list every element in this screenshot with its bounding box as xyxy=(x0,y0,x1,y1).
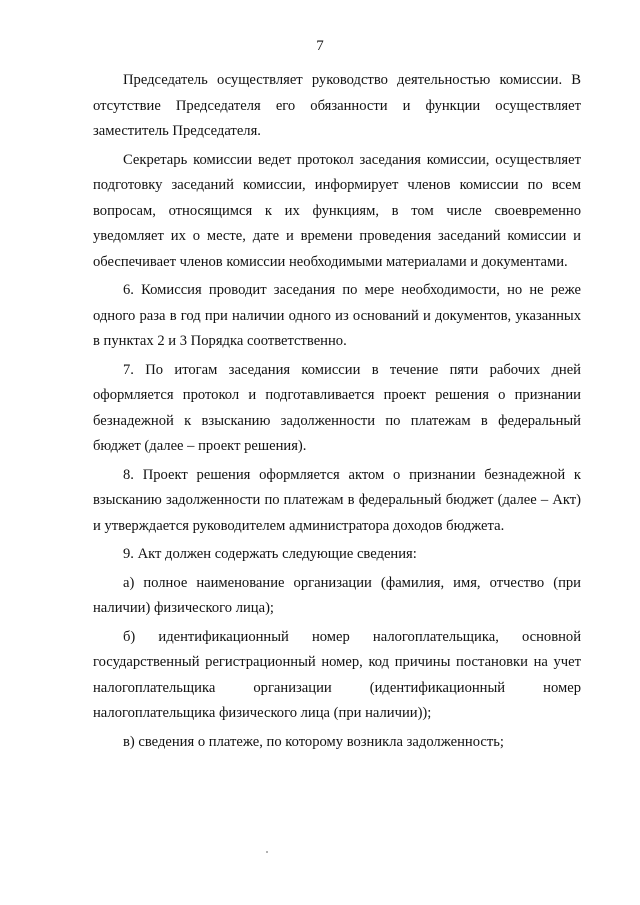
paragraph-secretary: Секретарь комиссии ведет протокол заседания комиссии, осуществляет подготовку заседаний комиссии, информирует членов комиссии по всем вопросам, относящимся к их функциям, в том числе своевременно уведомляет их о месте, дате и времени проведения заседаний комиссии и обеспечивает членов комиссии необходимыми материалами и документами. xyxy=(93,151,581,270)
paragraph-item-6: 6. Комиссия проводит заседания по мере необходимости, но не реже одного раза в год при наличии одного из оснований и документов, указанных в пунктах 2 и 3 Порядка соответственно. xyxy=(93,282,581,349)
scan-speck xyxy=(266,851,268,853)
paragraph-item-9c: в) сведения о платеже, по которому возникла задолженность; xyxy=(123,733,504,750)
paragraph-item-8: 8. Проект решения оформляется актом о признании безнадежной к взысканию задолженности по платежам в федеральный бюджет (далее – Акт) и утверждается руководителем администратора доходов бюджета. xyxy=(93,466,581,534)
paragraph-item-7: 7. По итогам заседания комиссии в течение пяти рабочих дней оформляется протокол и подготавливается проект решения о признании безнадежной к взысканию задолженности по платежам в федеральный бюджет (далее – проект решения). xyxy=(93,361,581,454)
paragraph-item-9b: б) идентификационный номер налогоплательщика, основной государственный регистрационный номер, код причины постановки на учет налогоплательщика организации (идентификационный номер налогоплательщика физического лица (при наличии)); xyxy=(93,628,581,721)
paragraph-item-9a: а) полное наименование организации (фамилия, имя, отчество (при наличии) физического лица); xyxy=(93,574,581,616)
paragraph-chairman: Председатель осуществляет руководство деятельностью комиссии. В отсутствие Председателя его обязанности и функции осуществляет заместитель Председателя. xyxy=(93,72,581,139)
document-body xyxy=(93,68,581,758)
paragraph-item-9: 9. Акт должен содержать следующие сведения: xyxy=(123,546,417,562)
page-number: 7 xyxy=(316,38,324,54)
